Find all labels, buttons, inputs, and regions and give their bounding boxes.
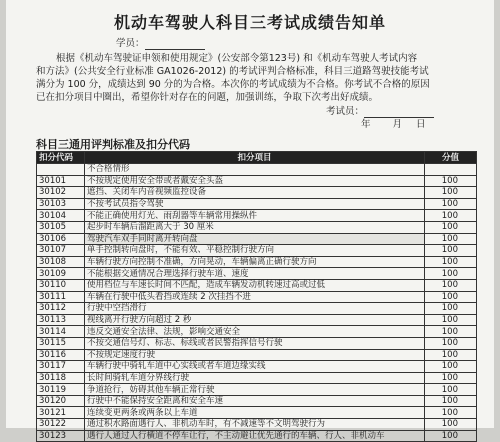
row-item: 起步时车辆后溜距离大于 30 厘米 bbox=[85, 221, 425, 233]
date-year-label: 年 bbox=[361, 119, 371, 130]
row-item: 长时间骑轧车道分界线行驶 bbox=[85, 372, 425, 384]
document-title: 机动车驾驶人科目三考试成绩告知单 bbox=[113, 13, 386, 32]
deduction-table bbox=[36, 151, 477, 442]
row-item: 遮挡、关闭车内音视频监控设备 bbox=[85, 187, 425, 199]
row-score: 100 bbox=[425, 395, 477, 407]
row-item: 争道抢行，妨碍其他车辆正常行驶 bbox=[85, 384, 425, 396]
table-row bbox=[37, 210, 477, 222]
row-score: 100 bbox=[425, 361, 477, 373]
student-line bbox=[116, 38, 205, 50]
row-score: 100 bbox=[425, 245, 477, 257]
table-row bbox=[37, 187, 477, 199]
row-item: 遇行人通过人行横道不停车让行，不主动避让优先通行的车辆、行人、非机动车 bbox=[85, 430, 425, 442]
header-code: 扣分代码 bbox=[37, 152, 85, 164]
row-item: 不按考试员指令驾驶 bbox=[85, 198, 425, 210]
row-item: 不按规定使用安全带或者戴安全头盔 bbox=[85, 175, 425, 187]
header-score: 分值 bbox=[425, 152, 477, 164]
table-row bbox=[37, 256, 477, 268]
row-item: 不能正确使用灯光、雨刮器等车辆常用操纵件 bbox=[85, 210, 425, 222]
row-item: 车辆行驶中骑轧车道中心实线或者车道边缘实线 bbox=[85, 361, 425, 373]
row-code: 30108 bbox=[37, 256, 85, 268]
table-row bbox=[37, 245, 477, 257]
student-label: 学员： bbox=[116, 38, 145, 49]
row-score: 100 bbox=[425, 419, 477, 431]
row-code: 30106 bbox=[37, 233, 85, 245]
row-item: 行驶中不能保持安全距离和安全车速 bbox=[85, 395, 425, 407]
row-item: 车辆在行驶中低头看挡或连续 2 次挂挡不进 bbox=[85, 291, 425, 303]
row-score: 100 bbox=[425, 175, 477, 187]
row-code: 30123 bbox=[37, 430, 85, 442]
row-code: 30119 bbox=[37, 384, 85, 396]
row-score bbox=[425, 164, 477, 176]
examiner-signature-blank bbox=[364, 107, 434, 118]
row-item: 不按交通信号灯、标志、标线或者民警指挥信号行驶 bbox=[85, 337, 425, 349]
table-row bbox=[37, 361, 477, 373]
row-score: 100 bbox=[425, 326, 477, 338]
row-item: 通过积水路面遇行人、非机动车时，有不减速等不文明驾驶行为 bbox=[85, 419, 425, 431]
row-item: 车辆行驶方向控制不准确，方向晃动，车辆偏离正确行驶方向 bbox=[85, 256, 425, 268]
row-item: 不合格情形 bbox=[85, 164, 425, 176]
row-code: 30110 bbox=[37, 279, 85, 291]
table-row bbox=[37, 268, 477, 280]
intro-line-3: 满分为 100 分，成绩达到 90 分的为合格。本次你的考试成绩为不合格。你考试不合格的原因 bbox=[36, 79, 430, 90]
row-score: 100 bbox=[425, 268, 477, 280]
table-row bbox=[37, 337, 477, 349]
row-code bbox=[37, 164, 85, 176]
table-row bbox=[37, 326, 477, 338]
row-score: 100 bbox=[425, 384, 477, 396]
row-code: 30102 bbox=[37, 187, 85, 199]
row-item: 连续变更两条或两条以上车道 bbox=[85, 407, 425, 419]
header-item: 扣分项目 bbox=[85, 152, 425, 164]
row-code: 30114 bbox=[37, 326, 85, 338]
row-item: 不按规定速度行驶 bbox=[85, 349, 425, 361]
table-row bbox=[37, 233, 477, 245]
date-line bbox=[361, 119, 426, 131]
examiner-label: 考试员： bbox=[326, 106, 365, 117]
table-row bbox=[37, 384, 477, 396]
table-row bbox=[37, 314, 477, 326]
row-score: 100 bbox=[425, 233, 477, 245]
row-item: 违反交通安全法律、法规，影响交通安全 bbox=[85, 326, 425, 338]
row-item: 单手控制转向盘时，不能有效、平稳控制行驶方向 bbox=[85, 245, 425, 257]
table-row bbox=[37, 395, 477, 407]
row-score: 100 bbox=[425, 256, 477, 268]
table-row bbox=[37, 303, 477, 315]
table-header-row bbox=[37, 152, 477, 164]
student-name-blank bbox=[145, 39, 205, 50]
score-notice-document bbox=[6, 0, 494, 441]
row-score: 100 bbox=[425, 291, 477, 303]
row-score: 100 bbox=[425, 279, 477, 291]
row-score: 100 bbox=[425, 198, 477, 210]
row-code: 30112 bbox=[37, 303, 85, 315]
row-item: 使用档位与车速长时间不匹配，造成车辆发动机转速过高或过低 bbox=[85, 279, 425, 291]
row-score: 100 bbox=[425, 187, 477, 199]
row-code: 30109 bbox=[37, 268, 85, 280]
row-score: 100 bbox=[425, 314, 477, 326]
row-item: 视线离开行驶方向超过 2 秒 bbox=[85, 314, 425, 326]
table-row bbox=[37, 175, 477, 187]
intro-line-2: 和方法》(公共安全行业标准 GA1026-2012) 的考试评判合格标准，科目三道路驾驶技能考试 bbox=[36, 66, 429, 77]
row-score: 100 bbox=[425, 210, 477, 222]
intro-line-4: 已在扣分项目中圈出，希望你针对存在的问题，加强训练，争取下次考出好成绩。 bbox=[36, 92, 379, 103]
table-row bbox=[37, 372, 477, 384]
row-code: 30107 bbox=[37, 245, 85, 257]
row-code: 30120 bbox=[37, 395, 85, 407]
date-month-label: 月 bbox=[392, 119, 403, 130]
row-code: 30105 bbox=[37, 221, 85, 233]
row-score: 100 bbox=[425, 337, 477, 349]
row-score: 100 bbox=[425, 372, 477, 384]
row-code: 30118 bbox=[37, 372, 85, 384]
row-score: 100 bbox=[425, 221, 477, 233]
table-row bbox=[37, 198, 477, 210]
row-item: 行驶中空挡滑行 bbox=[85, 303, 425, 315]
row-code: 30121 bbox=[37, 407, 85, 419]
row-code: 30116 bbox=[37, 349, 85, 361]
row-code: 30122 bbox=[37, 419, 85, 431]
date-day-label: 日 bbox=[416, 119, 426, 130]
row-score: 100 bbox=[425, 407, 477, 419]
row-code: 30103 bbox=[37, 198, 85, 210]
table-row bbox=[37, 279, 477, 291]
row-code: 30115 bbox=[37, 337, 85, 349]
table-row bbox=[37, 221, 477, 233]
table-row bbox=[37, 430, 477, 442]
row-code: 30111 bbox=[37, 291, 85, 303]
row-code: 30117 bbox=[37, 361, 85, 373]
row-score: 100 bbox=[425, 303, 477, 315]
row-code: 30104 bbox=[37, 210, 85, 222]
examiner-line bbox=[326, 106, 434, 118]
section-title: 科目三通用评判标准及扣分代码 bbox=[36, 138, 190, 151]
row-item: 不能根据交通情况合理选择行驶车道、速度 bbox=[85, 268, 425, 280]
row-score: 100 bbox=[425, 349, 477, 361]
table-row bbox=[37, 349, 477, 361]
table-row bbox=[37, 164, 477, 176]
row-code: 30113 bbox=[37, 314, 85, 326]
intro-line-1: 根据《机动车驾驶证申领和使用规定》(公安部令第123号) 和《机动车驾驶人考试内容 bbox=[56, 53, 418, 64]
table-row bbox=[37, 419, 477, 431]
row-code: 30101 bbox=[37, 175, 85, 187]
table-row bbox=[37, 407, 477, 419]
row-item: 驾驶汽车双手同时离开转向盘 bbox=[85, 233, 425, 245]
row-score: 100 bbox=[425, 430, 477, 442]
table-row bbox=[37, 291, 477, 303]
